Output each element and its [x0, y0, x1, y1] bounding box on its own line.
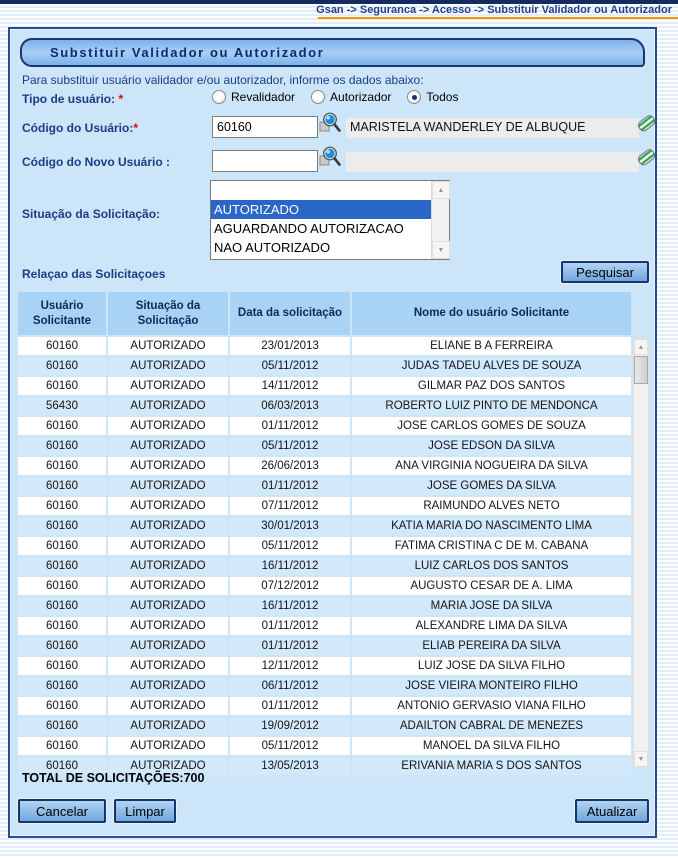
table-cell: AUTORIZADO — [108, 377, 228, 395]
table-cell: AUTORIZADO — [108, 557, 228, 575]
pesquisar-button[interactable]: Pesquisar — [561, 261, 649, 283]
table-cell: GILMAR PAZ DOS SANTOS — [352, 377, 631, 395]
table-row[interactable] — [18, 397, 631, 415]
radio-todos[interactable] — [407, 90, 458, 104]
scrollbar-thumb[interactable] — [634, 356, 648, 384]
header-usuario-solicitante: Usuário Solicitante — [18, 292, 106, 335]
table-row[interactable] — [18, 597, 631, 615]
table-cell: ANA VIRGINIA NOGUEIRA DA SILVA — [352, 457, 631, 475]
main-panel — [8, 27, 657, 838]
table-cell: 60160 — [18, 657, 106, 675]
table-row[interactable] — [18, 437, 631, 455]
atualizar-button[interactable]: Atualizar — [575, 799, 649, 823]
required-asterisk: * — [133, 121, 138, 135]
table-cell: JOSE CARLOS GOMES DE SOUZA — [352, 417, 631, 435]
eraser-icon[interactable] — [635, 111, 659, 135]
header-data: Data da solicitação — [230, 292, 350, 335]
table-cell: AUTORIZADO — [108, 617, 228, 635]
table-cell: 23/01/2013 — [230, 337, 350, 355]
table-row[interactable] — [18, 717, 631, 735]
table-cell: 01/11/2012 — [230, 697, 350, 715]
tipo-usuario-label: Tipo de usuário: * — [22, 92, 124, 106]
table-cell: AUTORIZADO — [108, 537, 228, 555]
table-cell: 16/11/2012 — [230, 557, 350, 575]
table-cell: 60160 — [18, 697, 106, 715]
table-cell: AUTORIZADO — [108, 717, 228, 735]
tipo-usuario-radio-group — [212, 90, 458, 104]
instruction-text: Para substituir usuário validador e/ou autorizador, informe os dados abaixo: — [22, 73, 424, 87]
listbox-option[interactable]: AGUARDANDO AUTORIZACAO — [214, 221, 404, 236]
radio-revalidador[interactable] — [212, 90, 295, 104]
table-cell: JOSE VIEIRA MONTEIRO FILHO — [352, 677, 631, 695]
table-cell: 60160 — [18, 597, 106, 615]
total-value: 700 — [183, 771, 205, 785]
magnifier-icon[interactable] — [318, 111, 342, 135]
table-cell: 07/11/2012 — [230, 497, 350, 515]
table-cell: AUTORIZADO — [108, 517, 228, 535]
table-cell: 60160 — [18, 757, 106, 775]
table-cell: AUTORIZADO — [108, 457, 228, 475]
table-cell: AUTORIZADO — [108, 337, 228, 355]
cancelar-button[interactable]: Cancelar — [18, 799, 106, 823]
codigo-novo-usuario-label: Código do Novo Usuário : — [22, 155, 170, 169]
codigo-novo-usuario-input[interactable] — [212, 150, 318, 172]
relacao-solicitacoes-label: Relaçao das Solicitaçoes — [22, 267, 166, 281]
table-cell: JOSE EDSON DA SILVA — [352, 437, 631, 455]
table-cell: 01/11/2012 — [230, 637, 350, 655]
table-body — [18, 337, 631, 772]
radio-icon[interactable] — [212, 90, 226, 104]
radio-label: Todos — [426, 90, 459, 104]
table-cell: AUTORIZADO — [108, 437, 228, 455]
table-cell: 05/11/2012 — [230, 737, 350, 755]
table-cell: 06/03/2013 — [230, 397, 350, 415]
table-cell: JOSE GOMES DA SILVA — [352, 477, 631, 495]
codigo-usuario-input[interactable] — [212, 116, 318, 138]
required-asterisk: * — [118, 92, 124, 106]
situacao-label: Situação da Solicitação: — [22, 207, 161, 221]
table-cell: 14/11/2012 — [230, 377, 350, 395]
table-cell: 60160 — [18, 637, 106, 655]
solicitacoes-table — [18, 292, 647, 772]
table-row[interactable] — [18, 497, 631, 515]
table-cell: 60160 — [18, 557, 106, 575]
radio-icon[interactable] — [407, 90, 421, 104]
table-cell: 01/11/2012 — [230, 417, 350, 435]
total-label: TOTAL DE SOLICITAÇÕES: — [22, 771, 184, 785]
breadcrumb-underline — [318, 17, 678, 19]
table-cell: 60160 — [18, 717, 106, 735]
table-cell: AUTORIZADO — [108, 597, 228, 615]
table-cell: LUIZ CARLOS DOS SANTOS — [352, 557, 631, 575]
table-cell: FATIMA CRISTINA C DE M. CABANA — [352, 537, 631, 555]
header-situacao: Situação da Solicitação — [108, 292, 228, 335]
table-cell: ERIVANIA MARIA S DOS SANTOS — [352, 757, 631, 775]
table-cell: AUTORIZADO — [108, 697, 228, 715]
table-row[interactable] — [18, 377, 631, 395]
table-cell: 60160 — [18, 417, 106, 435]
header-nome: Nome do usuário Solicitante — [352, 292, 631, 335]
scroll-up-icon[interactable]: ▲ — [634, 339, 648, 355]
table-cell: 06/11/2012 — [230, 677, 350, 695]
table-cell: 60160 — [18, 437, 106, 455]
table-row[interactable] — [18, 637, 631, 655]
table-cell: 60160 — [18, 677, 106, 695]
table-row[interactable] — [18, 577, 631, 595]
table-cell: ELIANE B A FERREIRA — [352, 337, 631, 355]
table-cell: 05/11/2012 — [230, 537, 350, 555]
table-cell: AUTORIZADO — [108, 357, 228, 375]
table-cell: 01/11/2012 — [230, 477, 350, 495]
scroll-up-icon[interactable]: ▲ — [432, 181, 450, 199]
table-cell: 60160 — [18, 617, 106, 635]
listbox-option[interactable] — [211, 181, 432, 200]
table-cell: LUIZ JOSE DA SILVA FILHO — [352, 657, 631, 675]
table-cell: 60160 — [18, 457, 106, 475]
table-cell: MANOEL DA SILVA FILHO — [352, 737, 631, 755]
nome-usuario-display: MARISTELA WANDERLEY DE ALBUQUE — [346, 118, 639, 138]
table-row[interactable] — [18, 517, 631, 535]
table-row[interactable] — [18, 697, 631, 715]
eraser-icon[interactable] — [635, 145, 659, 169]
table-row[interactable] — [18, 417, 631, 435]
table-cell: 13/05/2013 — [230, 757, 350, 775]
radio-label: Revalidador — [231, 90, 296, 104]
table-row[interactable] — [18, 677, 631, 695]
table-cell: 05/11/2012 — [230, 357, 350, 375]
limpar-button[interactable]: Limpar — [114, 799, 176, 823]
table-cell: AUTORIZADO — [108, 657, 228, 675]
table-cell: AUTORIZADO — [108, 737, 228, 755]
table-row[interactable] — [18, 657, 631, 675]
radio-label: Autorizador — [330, 90, 392, 104]
table-cell: ANTONIO GERVASIO VIANA FILHO — [352, 697, 631, 715]
table-cell: 01/11/2012 — [230, 617, 350, 635]
table-row[interactable] — [18, 537, 631, 555]
table-cell: MARIA JOSE DA SILVA — [352, 597, 631, 615]
table-cell: AUTORIZADO — [108, 477, 228, 495]
breadcrumb[interactable]: Gsan -> Seguranca -> Acesso -> Substituir Validador ou Autorizador — [316, 4, 672, 16]
table-header-row — [18, 292, 647, 335]
table-cell: 60160 — [18, 377, 106, 395]
table-cell: ADAILTON CABRAL DE MENEZES — [352, 717, 631, 735]
table-cell: AUTORIZADO — [108, 397, 228, 415]
radio-autorizador[interactable] — [311, 90, 391, 104]
table-row[interactable] — [18, 477, 631, 495]
table-cell: 07/12/2012 — [230, 577, 350, 595]
table-row[interactable] — [18, 737, 631, 755]
nome-novo-usuario-display — [346, 152, 639, 172]
total-solicitacoes — [22, 771, 204, 785]
table-cell: 60160 — [18, 577, 106, 595]
table-cell: RAIMUNDO ALVES NETO — [352, 497, 631, 515]
table-cell: 16/11/2012 — [230, 597, 350, 615]
table-cell: 60160 — [18, 477, 106, 495]
page-title: Substituir Validador ou Autorizador — [50, 45, 325, 60]
table-row[interactable] — [18, 357, 631, 375]
table-cell: 19/09/2012 — [230, 717, 350, 735]
radio-icon[interactable] — [311, 90, 325, 104]
table-cell: AUTORIZADO — [108, 417, 228, 435]
table-row[interactable] — [18, 617, 631, 635]
table-cell: AUTORIZADO — [108, 577, 228, 595]
situacao-listbox[interactable] — [210, 180, 450, 260]
table-cell: 30/01/2013 — [230, 517, 350, 535]
table-cell: 60160 — [18, 517, 106, 535]
listbox-option[interactable]: NAO AUTORIZADO — [214, 240, 331, 255]
scroll-down-icon[interactable]: ▼ — [634, 751, 648, 767]
table-cell: ELIAB PEREIRA DA SILVA — [352, 637, 631, 655]
listbox-option[interactable]: AUTORIZADO — [211, 200, 432, 219]
table-cell: 60160 — [18, 337, 106, 355]
table-cell: AUTORIZADO — [108, 637, 228, 655]
table-row[interactable] — [18, 557, 631, 575]
table-cell: 56430 — [18, 397, 106, 415]
situacao-options — [211, 181, 432, 259]
table-scrollbar[interactable] — [633, 338, 649, 768]
table-row[interactable] — [18, 457, 631, 475]
magnifier-icon[interactable] — [318, 145, 342, 169]
table-cell: 60160 — [18, 737, 106, 755]
table-cell: ALEXANDRE LIMA DA SILVA — [352, 617, 631, 635]
table-cell: AUTORIZADO — [108, 677, 228, 695]
scroll-down-icon[interactable]: ▼ — [432, 241, 450, 259]
table-cell: 26/06/2013 — [230, 457, 350, 475]
table-row[interactable] — [18, 337, 631, 355]
table-cell: KATIA MARIA DO NASCIMENTO LIMA — [352, 517, 631, 535]
table-cell: 60160 — [18, 357, 106, 375]
table-cell: 60160 — [18, 497, 106, 515]
page-title-bar — [20, 38, 645, 67]
table-cell: 60160 — [18, 537, 106, 555]
table-cell: JUDAS TADEU ALVES DE SOUZA — [352, 357, 631, 375]
table-cell: AUTORIZADO — [108, 757, 228, 775]
table-cell: AUTORIZADO — [108, 497, 228, 515]
codigo-usuario-label: Código do Usuário:* — [22, 121, 138, 135]
table-cell: 12/11/2012 — [230, 657, 350, 675]
table-cell: ROBERTO LUIZ PINTO DE MENDONCA — [352, 397, 631, 415]
table-cell: 05/11/2012 — [230, 437, 350, 455]
table-cell: AUGUSTO CESAR DE A. LIMA — [352, 577, 631, 595]
listbox-scrollbar[interactable] — [431, 181, 449, 259]
